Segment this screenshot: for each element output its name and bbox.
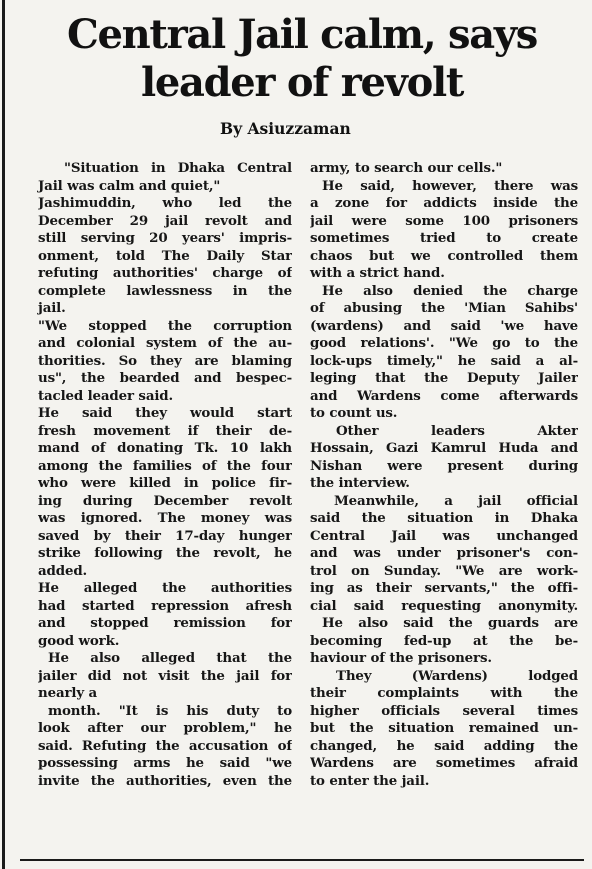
article-line: haviour of the prisoners. bbox=[310, 650, 492, 666]
article-line: the interview. bbox=[310, 475, 410, 491]
article-line: month. "It is his duty to bbox=[48, 702, 292, 719]
article-line: of abusing the 'Mian Sahibs' bbox=[310, 300, 578, 316]
article-line: "We stopped the corruption bbox=[38, 317, 292, 334]
article-line: nearly a bbox=[38, 685, 97, 701]
article-line: trol on Sunday. "We are work- bbox=[310, 562, 578, 579]
article-line: chaos but we controlled them bbox=[310, 247, 578, 264]
article-line: a zone for addicts inside the bbox=[310, 195, 578, 211]
article-line: jail. bbox=[38, 300, 66, 316]
article-line: jail were some 100 prisoners bbox=[310, 212, 578, 229]
article-line: cial said requesting anonymity. bbox=[310, 597, 578, 614]
article-line: said the situation in Dhaka bbox=[310, 510, 578, 526]
article-column-right bbox=[310, 160, 578, 790]
article-line: had started repression afresh bbox=[38, 597, 292, 614]
article-line: good relations'. "We go to the bbox=[310, 335, 578, 351]
headline-line-2: leader of revolt bbox=[140, 59, 464, 106]
article-line: sometimes tried to create bbox=[310, 230, 578, 246]
article-line: and was under prisoner's con- bbox=[310, 545, 578, 561]
article-line: Hossain, Gazi Kamrul Huda and bbox=[310, 440, 578, 456]
article-line: us", the bearded and bespec- bbox=[38, 370, 292, 386]
article-line: onment, told The Daily Star bbox=[38, 247, 292, 264]
byline: By Asiuzzaman bbox=[220, 119, 351, 138]
article-line: "Situation in Dhaka Central bbox=[64, 160, 292, 176]
article-line: Meanwhile, a jail official bbox=[334, 492, 578, 509]
article-line: complete lawlessness in the bbox=[38, 282, 292, 299]
article-line: Jail was calm and quiet," bbox=[38, 177, 221, 194]
article-line: Jashimuddin, who led the bbox=[38, 195, 292, 211]
column-rule-left bbox=[2, 0, 5, 869]
article-line: ing during December revolt bbox=[38, 492, 292, 509]
article-line: mand of donating Tk. 10 lakh bbox=[38, 440, 292, 456]
article-line: army, to search our cells." bbox=[310, 160, 503, 176]
bottom-rule bbox=[20, 859, 584, 861]
article-line: He also alleged that the bbox=[48, 650, 292, 666]
article-line: and stopped remission for bbox=[38, 615, 292, 631]
article-line: look after our problem," he bbox=[38, 720, 292, 736]
article-line: among the families of the four bbox=[38, 457, 292, 474]
article-line: strike following the revolt, he bbox=[38, 545, 292, 561]
article-line: still serving 20 years' impris- bbox=[38, 230, 292, 246]
headline-line-1: Central Jail calm, says bbox=[66, 11, 538, 58]
article-line: to enter the jail. bbox=[310, 772, 430, 789]
article-line: He alleged the authorities bbox=[38, 580, 292, 596]
article-line: their complaints with the bbox=[310, 685, 578, 701]
article-line: good work. bbox=[38, 632, 120, 649]
article-line: (wardens) and said 'we have bbox=[310, 317, 578, 334]
article-line: He also denied the charge bbox=[322, 282, 578, 299]
article-line: fresh movement if their de- bbox=[38, 422, 292, 439]
article-line: but the situation remained un- bbox=[310, 720, 578, 736]
article-line: thorities. So they are blaming bbox=[38, 352, 292, 369]
article-line: jailer did not visit the jail for bbox=[38, 667, 292, 684]
article-line: They (Wardens) lodged bbox=[336, 667, 578, 684]
article-line: said. Refuting the accusation of bbox=[38, 737, 292, 754]
article-line: possessing arms he said "we bbox=[38, 755, 292, 771]
article-line: and colonial system of the au- bbox=[38, 335, 292, 351]
article-line: to count us. bbox=[310, 405, 398, 421]
article-line: tacled leader said. bbox=[38, 387, 174, 404]
article-line: Wardens are sometimes afraid bbox=[310, 755, 578, 771]
article-line: was ignored. The money was bbox=[38, 510, 292, 526]
article-line: added. bbox=[38, 562, 88, 579]
article-line: Other leaders Akter bbox=[336, 422, 578, 439]
article-line: with a strict hand. bbox=[310, 265, 445, 281]
article-column-left bbox=[38, 160, 292, 790]
article-line: December 29 jail revolt and bbox=[38, 212, 292, 229]
article-line: and Wardens come afterwards bbox=[310, 387, 578, 404]
article-line: saved by their 17-day hunger bbox=[38, 527, 292, 544]
article-line: changed, he said adding the bbox=[310, 737, 578, 754]
article-line: ing as their servants," the offi- bbox=[310, 580, 578, 596]
article-line: becoming fed-up at the be- bbox=[310, 632, 578, 649]
article-line: leging that the Deputy Jailer bbox=[310, 370, 578, 386]
article-line: invite the authorities, even the bbox=[38, 772, 292, 789]
article-line: higher officials several times bbox=[310, 702, 578, 719]
article-line: Nishan were present during bbox=[310, 457, 578, 474]
article-line: Central Jail was unchanged bbox=[310, 527, 578, 544]
article-line: He said, however, there was bbox=[322, 177, 578, 194]
article-line: He said they would start bbox=[38, 405, 292, 421]
article-line: who were killed in police fir- bbox=[38, 475, 292, 491]
article-line: He also said the guards are bbox=[322, 615, 578, 631]
article-line: lock-ups timely," he said a al- bbox=[310, 352, 578, 369]
article-line: refuting authorities' charge of bbox=[38, 265, 292, 281]
